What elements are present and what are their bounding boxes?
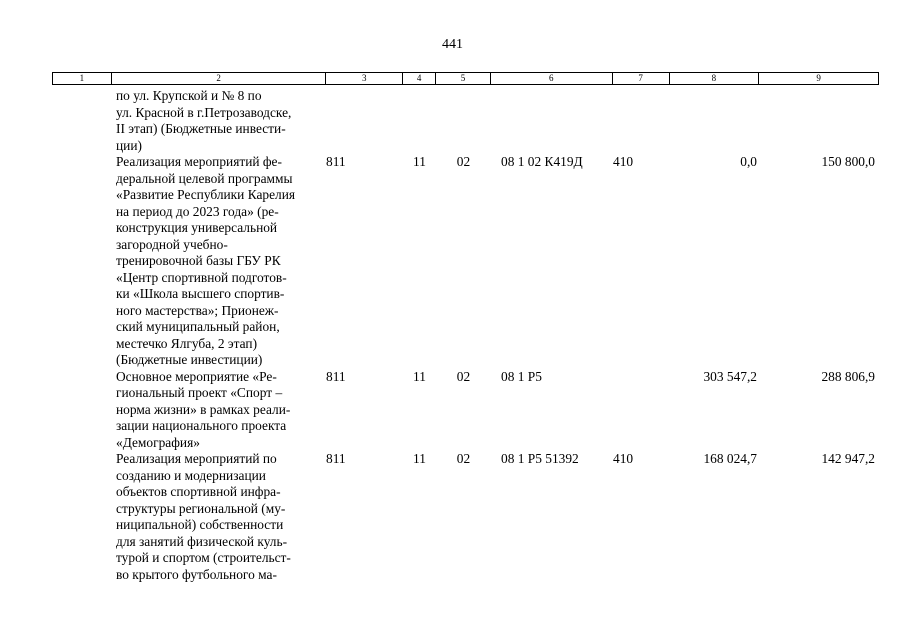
page-number: 441: [442, 37, 463, 52]
table-row: [52, 369, 879, 452]
row-section: 11: [413, 451, 426, 466]
table-header-row: [52, 72, 879, 85]
row-amount-2: 288 806,9: [821, 368, 875, 384]
row-description: по ул. Крупской и № 8 по ул. Красной в г.Петрозаводске, II этап) (Бюджетные инвести- ции): [116, 88, 292, 153]
table-row: [52, 154, 879, 369]
row-amount-1: 303 547,2: [703, 368, 757, 384]
row-code: 811: [326, 368, 346, 384]
row-target: 08 1 02 К419Д: [501, 154, 583, 169]
row-amount-2: 150 800,0: [821, 154, 875, 169]
table-row: [52, 88, 879, 154]
row-subsection: 02: [456, 368, 471, 384]
column-header-3: 3: [326, 73, 403, 84]
row-subsection: 02: [456, 154, 471, 169]
column-header-7: 7: [613, 73, 670, 84]
row-subsection: 02: [456, 451, 471, 466]
column-header-6: 6: [491, 73, 613, 84]
column-header-5: 5: [436, 73, 491, 84]
row-target: 08 1 P5: [501, 368, 542, 384]
column-header-4: 4: [403, 73, 436, 84]
row-description: Основное мероприятие «Ре- гиональный проект «Спорт – норма жизни» в рамках реали- зации национального проекта «Демография»: [116, 368, 291, 450]
row-amount-2: 142 947,2: [821, 451, 875, 466]
column-header-2: 2: [112, 73, 326, 84]
row-description: Реализация мероприятий фе- деральной целевой программы «Развитие Республики Карелия на период до 2023 года» (ре- конструкция универсальной загородной учебно- тренировочной базы ГБУ РК «Центр спортивной подготов- ки «Школа высшего спортив- ного мастерства»; Прионеж- ский муниципальный район, местечко Ялгуба, 2 этап) (Бюджетные инвестиции): [116, 154, 296, 367]
column-header-9: 9: [816, 73, 821, 83]
row-amount-1: 168 024,7: [703, 451, 757, 466]
row-expense-type: 410: [613, 451, 634, 466]
column-header-1: 1: [53, 73, 112, 84]
row-description: Реализация мероприятий по созданию и модернизации объектов спортивной инфра- структуры региональной (му- ниципальной) собственности для занятий физической куль- турой и спортом (строительст- во крытого футбольного ма-: [116, 451, 291, 582]
row-code: 811: [326, 451, 346, 466]
row-section: 11: [413, 154, 426, 169]
row-amount-1: 0,0: [740, 154, 757, 169]
table-body: [52, 88, 879, 583]
column-header-8: 8: [670, 73, 760, 84]
table-row: [52, 451, 879, 583]
row-expense-type: 410: [613, 154, 634, 169]
row-section: 11: [413, 368, 426, 384]
row-target: 08 1 P5 51392: [501, 451, 579, 466]
row-code: 811: [326, 154, 346, 169]
